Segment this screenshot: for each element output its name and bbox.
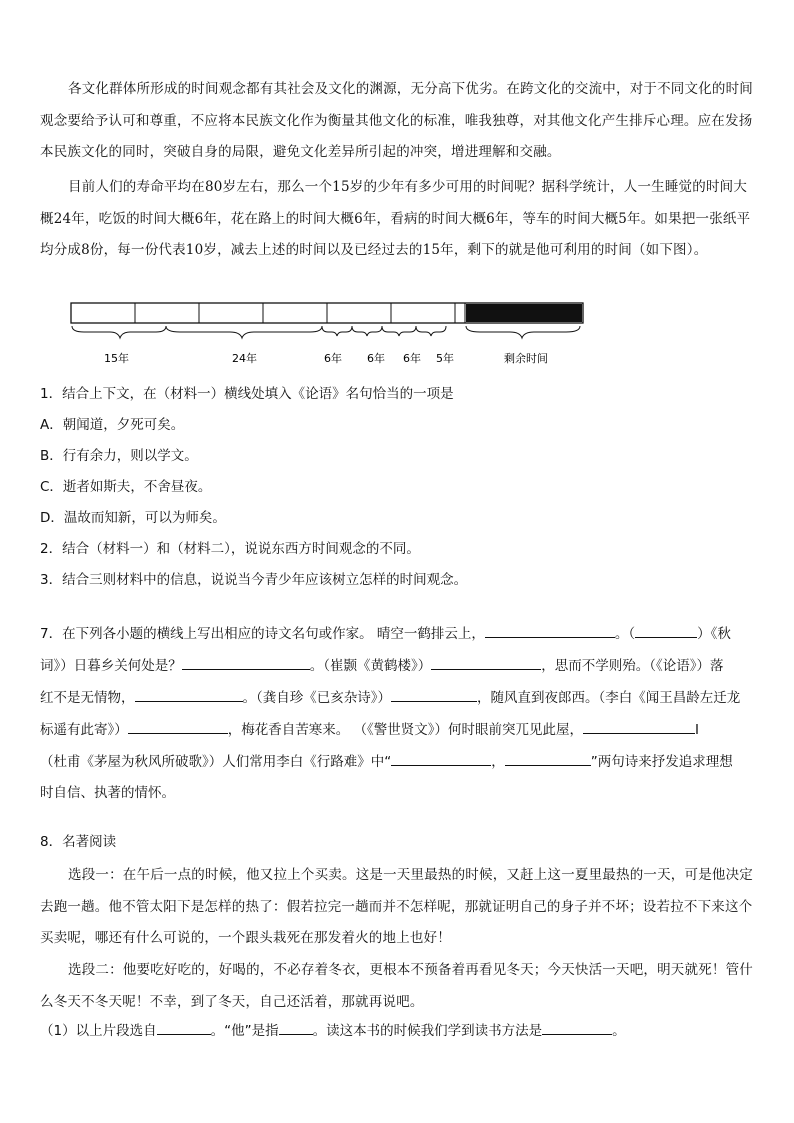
timeline-label-15: 15年: [104, 352, 129, 365]
timeline-label-24: 24年: [232, 352, 257, 365]
option-b: B．行有余力，则以学文。: [40, 448, 198, 464]
option-d: D．温故而知新，可以为师矣。: [40, 510, 226, 526]
q8-excerpt-2: 选段二：他要吃好吃的，好喝的，不必存着冬衣，更根本不预备着再看见冬天；今天快活一天吧，明天就死！管什么冬天不冬天呢！不幸，到了冬天，自己还活着，那就再说吧。: [40, 962, 753, 1010]
q7-blank-9[interactable]: [391, 751, 491, 766]
life-timeline-diagram: [70, 302, 590, 372]
timeline-label-5: 5年: [436, 352, 454, 365]
q7-blank-10[interactable]: [505, 751, 591, 766]
q8-blank-2[interactable]: [279, 1020, 313, 1035]
q7-blank-4[interactable]: [431, 655, 541, 670]
q8-blank-1[interactable]: [157, 1020, 211, 1035]
q7-line-4: 标遥有此寄》） ，梅花香自苦寒来。 （《警世贤文》）何时眼前突兀见此屋， I: [40, 719, 699, 740]
q7-line-2: 词》）日暮乡关何处是？ 。（崔颢《黄鹤楼》） ，思而不学则殆。（《论语》）落: [40, 655, 724, 676]
option-c: C．逝者如斯夫，不舍昼夜。: [40, 479, 212, 495]
q7-line-3: 红不是无情物， 。（龚自珍《已亥杂诗》） ，随风直到夜郎西。（李白《闻王昌龄左迁龙: [40, 687, 740, 708]
q7-blank-1[interactable]: [485, 623, 615, 638]
q8-excerpt-1: 选段一：在午后一点的时候，他又拉上个买卖。这是一天里最热的时候，又赶上这一夏里最热的一天，可是他决定去跑一趟。他不管太阳下是怎样的热了：假若拉完一趟而并不怎样呢，那就证明自己的身子并不坏；设若拉不下来这个买卖呢，哪还有什么可说的，一个跟头栽死在那发着火的地上也好！: [40, 867, 753, 946]
timeline-label-6a: 6年: [324, 352, 342, 365]
q7-line-1: 7．在下列各小题的横线上写出相应的诗文名句或作家。 晴空一鹤排云上， 。（ ）《秋: [40, 623, 731, 644]
question-3: 3．结合三则材料中的信息，说说当今青少年应该树立怎样的时间观念。: [40, 572, 468, 588]
timeline-label-6b: 6年: [367, 352, 385, 365]
timeline-label-6c: 6年: [403, 352, 421, 365]
q7-line-5: （杜甫《茅屋为秋风所破歌》）人们常用李白《行路难》中“ ， ”两句诗来抒发追求理想: [40, 751, 733, 772]
material3-paragraph-1: 各文化群体所形成的时间观念都有其社会及文化的渊源，无分高下优劣。在跨文化的交流中，对于不同文化的时间观念要给予认可和尊重，不应将本民族文化作为衡量其他文化的标准，唯我独尊，对其他文化产生排斥心理。应在发扬本民族文化的同时，突破自身的局限，避免文化差异所引起的冲突，增进理解和交融。: [40, 81, 753, 160]
timeline-label-remaining: 剩余时间: [504, 352, 548, 365]
q8-sub-1: （1）以上片段选自 。“他”是指 。读这本书的时候我们学到读书方法是 。: [40, 1020, 626, 1041]
q7-blank-7[interactable]: [128, 719, 228, 734]
q7-blank-8[interactable]: [583, 719, 695, 734]
q7-blank-3[interactable]: [182, 655, 310, 670]
q7-blank-5[interactable]: [135, 687, 243, 702]
q7-line-6: 时自信、执著的情怀。: [40, 785, 175, 801]
q7-blank-6[interactable]: [391, 687, 477, 702]
q7-blank-2[interactable]: [635, 623, 697, 638]
q8-blank-3[interactable]: [542, 1020, 612, 1035]
question-2: 2．结合（材料一）和（材料二），说说东西方时间观念的不同。: [40, 541, 420, 557]
question-1: 1．结合上下文，在（材料一）横线处填入《论语》名句恰当的一项是: [40, 386, 454, 402]
q8-title: 8．名著阅读: [40, 834, 117, 850]
material3-paragraph-2: 目前人们的寿命平均在80岁左右，那么一个15岁的少年有多少可用的时间呢？据科学统计，人一生睡觉的时间大概24年，吃饭的时间大概6年，花在路上的时间大概6年，看病的时间大概6年，等车的时间大概5年。如果把一张纸平均分成8份，每一份代表10岁，减去上述的时间以及已经过去的15年，剩下的就是他可利用的时间（如下图）。: [40, 179, 751, 258]
option-a: A．朝闻道，夕死可矣。: [40, 417, 185, 433]
